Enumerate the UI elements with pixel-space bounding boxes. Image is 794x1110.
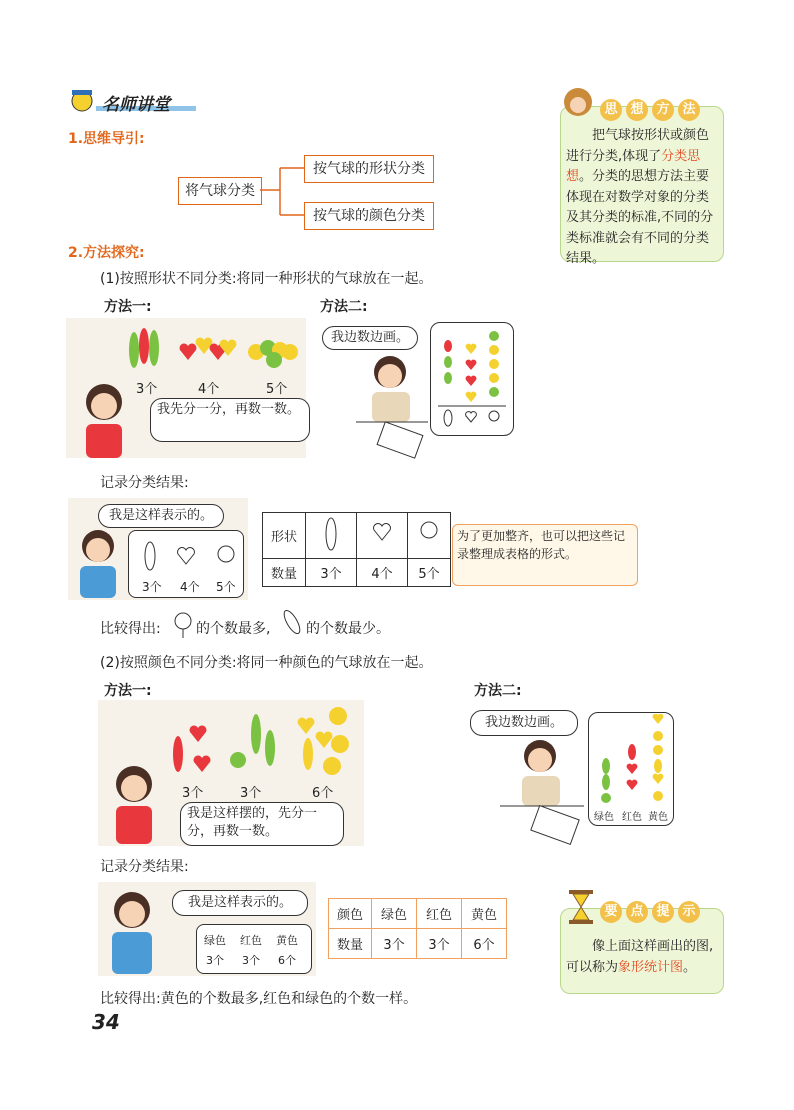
part1-intro: (1)按照形状不同分类:将同一种形状的气球放在一起。 xyxy=(100,271,433,287)
p2-mini-count-3: 6个 xyxy=(278,954,296,967)
p2-color-table xyxy=(328,898,507,959)
sidebar2-text-b: 。 xyxy=(683,960,697,975)
p2-pictograph xyxy=(594,714,668,804)
section2-heading: 2.方法探究: xyxy=(68,245,145,261)
diagram-top-box: 按气球的形状分类 xyxy=(304,155,434,183)
page-header-title: 名师讲堂 xyxy=(102,95,170,115)
table-cell: 红色 xyxy=(417,899,462,929)
table-cell: 数量 xyxy=(329,929,372,959)
badge: 示 xyxy=(678,901,700,923)
table-cell: 3个 xyxy=(372,929,417,959)
diagram-center-box: 将气球分类 xyxy=(178,177,262,205)
p1-mini-shapes xyxy=(134,536,238,576)
table-cell: 绿色 xyxy=(372,899,417,929)
p1-boy2-speech: 我是这样表示的。 xyxy=(98,504,224,528)
part1-method2-label: 方法二: xyxy=(320,299,368,315)
p1-mini-count-1: 3个 xyxy=(142,580,162,594)
table-cell: 颜色 xyxy=(329,899,372,929)
sidebar2-badges xyxy=(600,900,704,923)
badge: 点 xyxy=(626,901,648,923)
p1-mini-count-3: 5个 xyxy=(216,580,236,594)
page-number: 34 xyxy=(92,1010,120,1034)
table-cell: 4个 xyxy=(357,559,408,587)
badge: 法 xyxy=(678,99,700,121)
heart-balloon-icon xyxy=(367,514,397,554)
table-cell: 黄色 xyxy=(462,899,507,929)
sidebar1-badges xyxy=(600,98,704,121)
boy2-illustration xyxy=(68,526,128,598)
p2-count-2: 3个 xyxy=(240,786,262,801)
boy2-illustration xyxy=(98,886,170,976)
long-balloon-group xyxy=(129,328,159,368)
p1-boy-speech: 我边数边画。 xyxy=(322,326,418,350)
p1-compare-a: 比较得出: xyxy=(100,621,161,637)
long-balloon-icon xyxy=(280,608,304,640)
table-cell: 6个 xyxy=(462,929,507,959)
p2-girl-speech: 我是这样摆的，先分一分，再数一数。 xyxy=(180,802,344,846)
p2-mini-label-2: 红色 xyxy=(240,934,262,947)
p1-count-2: 4个 xyxy=(198,382,220,397)
part2-intro: (2)按照颜色不同分类:将同一种颜色的气球放在一起。 xyxy=(100,655,433,671)
p1-compare-c: 的个数最少。 xyxy=(306,621,390,637)
table-cell xyxy=(408,513,451,559)
sidebar1-text xyxy=(566,126,718,270)
p2-record-label: 记录分类结果: xyxy=(100,859,189,875)
boy-drawing-illustration xyxy=(500,734,590,846)
p2-mini-count-1: 3个 xyxy=(206,954,224,967)
p2-boy2-speech: 我是这样表示的。 xyxy=(172,890,308,916)
badge: 提 xyxy=(652,901,674,923)
part1-method1-label: 方法一: xyxy=(104,299,152,315)
diagram-connector xyxy=(260,160,308,230)
green-balloon-group xyxy=(230,714,275,768)
p2-mini-label-1: 绿色 xyxy=(204,934,226,947)
p2-chart-label-yellow: 黄色 xyxy=(648,812,668,823)
round-balloon-group xyxy=(248,340,298,368)
p1-tip-box: 为了更加整齐，也可以把这些记录整理成表格的形式。 xyxy=(452,524,638,586)
p2-mini-count-2: 3个 xyxy=(242,954,260,967)
part2-method1-label: 方法一: xyxy=(104,683,152,699)
hourglass-icon xyxy=(566,888,596,926)
part2-method2-label: 方法二: xyxy=(474,683,522,699)
sidebar2-highlight: 象形统计图 xyxy=(618,960,684,975)
sidebar1-text-a: 把气球按形状或颜色进行分类,体现了 xyxy=(566,128,710,164)
table-cell: 形状 xyxy=(263,513,306,559)
p1-record-label: 记录分类结果: xyxy=(100,475,189,491)
p2-count-1: 3个 xyxy=(182,786,204,801)
sidebar1-highlight: 分类思想 xyxy=(566,148,701,184)
p1-shape-table xyxy=(262,512,451,587)
sidebar2-text-a: 像上面这样画出的图,可以称为 xyxy=(566,939,714,975)
p2-chart-label-red: 红色 xyxy=(622,812,642,823)
table-cell: 3个 xyxy=(306,559,357,587)
section1-heading: 1.思维导引: xyxy=(68,131,145,147)
badge: 方 xyxy=(652,99,674,121)
p2-compare: 比较得出:黄色的个数最多,红色和绿色的个数一样。 xyxy=(100,991,418,1007)
badge: 要 xyxy=(600,901,622,923)
table-cell: 数量 xyxy=(263,559,306,587)
p2-chart-label-green: 绿色 xyxy=(594,812,614,823)
diagram-bottom-box: 按气球的颜色分类 xyxy=(304,202,434,230)
p1-count-1: 3个 xyxy=(136,382,158,397)
red-balloon-group xyxy=(173,726,210,772)
p2-mini-label-3: 黄色 xyxy=(276,934,298,947)
badge: 想 xyxy=(626,99,648,121)
p1-count-3: 5个 xyxy=(266,382,288,397)
table-cell: 5个 xyxy=(408,559,451,587)
yellow-balloon-group xyxy=(298,707,349,775)
long-balloon-icon xyxy=(316,514,346,554)
header-logo xyxy=(68,88,198,114)
sidebar2-text xyxy=(566,936,718,978)
p2-boy-speech: 我边数边画。 xyxy=(470,710,578,736)
sidebar1-text-b: 。分类的思想方法主要体现在对数学对象的分类及其分类的标准,不同的分类标准就会有不同的分类结果。 xyxy=(566,169,714,266)
table-cell xyxy=(357,513,408,559)
monkey-icon xyxy=(560,84,596,120)
part1-balloon-groups xyxy=(120,320,310,376)
boy-drawing-illustration xyxy=(356,350,436,460)
table-cell xyxy=(306,513,357,559)
girl-illustration xyxy=(68,378,140,458)
round-balloon-icon xyxy=(414,514,444,554)
heart-balloon-group xyxy=(180,338,237,360)
badge: 思 xyxy=(600,99,622,121)
p2-count-3: 6个 xyxy=(312,786,334,801)
table-cell: 3个 xyxy=(417,929,462,959)
round-balloon-icon xyxy=(172,610,194,640)
p1-girl-speech: 我先分一分，再数一数。 xyxy=(150,398,310,442)
p1-pictograph xyxy=(436,326,508,430)
p1-mini-count-2: 4个 xyxy=(180,580,200,594)
p2-balloon-groups xyxy=(160,704,360,784)
girl-illustration xyxy=(98,758,172,846)
p1-compare-b: 的个数最多, xyxy=(196,621,271,637)
